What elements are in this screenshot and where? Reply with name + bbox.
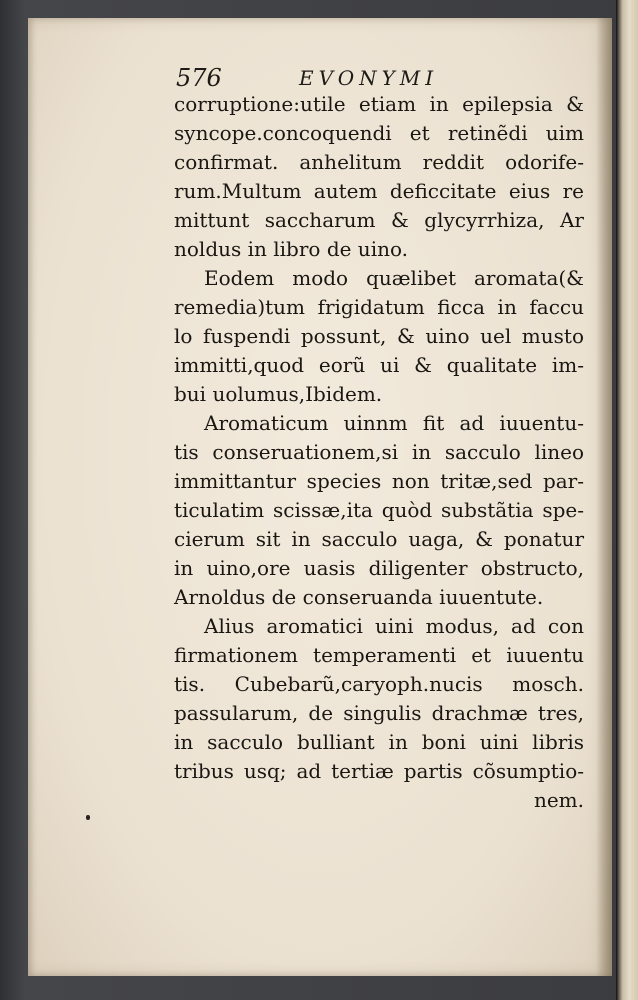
text-line: Aromaticum uinnm fit ad iuuentu- — [204, 411, 584, 435]
paragraph — [174, 90, 584, 264]
page-header — [176, 56, 596, 90]
text-line: noldus in libro de uino. — [174, 237, 409, 261]
adjacent-page-edge — [616, 0, 638, 1000]
body-text — [174, 90, 584, 815]
text-line: corruptione:utile etiam in epilepsia & — [174, 92, 584, 116]
text-line: in sacculo bulliant in boni uini libris — [174, 730, 584, 754]
text-line: Eodem modo quælibet aromata(& — [204, 266, 584, 290]
text-line: in uino,ore uasis diligenter obstructo, — [174, 556, 584, 580]
text-line: cierum sit in sacculo uaga, & ponatur — [174, 527, 584, 551]
text-line: lo fuspendi possunt, & uino uel musto — [174, 324, 584, 348]
text-line: syncope.concoquendi et retinẽdi uim — [174, 121, 584, 145]
running-head: EVONYMI — [299, 66, 439, 90]
text-line: tribus usq; ad tertiæ partis cõsumptio- — [174, 759, 584, 783]
page-gutter-shadow — [596, 18, 612, 976]
paragraph — [174, 409, 584, 612]
closing-line: nem. — [533, 788, 584, 812]
text-line: confirmat. anhelitum reddit odorife- — [174, 150, 584, 174]
text-line: passularum, de singulis drachmæ tres, — [174, 701, 584, 725]
text-line: Alius aromatici uini modus, ad con — [204, 614, 584, 638]
text-line: ticulatim scissæ,ita quòd substãtia spe- — [174, 498, 584, 522]
text-line: tis. Cubebarũ,caryoph.nucis mosch. — [174, 672, 584, 696]
paragraph — [174, 264, 584, 409]
text-line: bui uolumus,Ibidem. — [174, 382, 383, 406]
text-line: mittunt saccharum & glycyrrhiza, Ar — [174, 208, 584, 232]
text-line: firmationem temperamenti et iuuentu — [174, 643, 584, 667]
text-line: immittantur species non tritæ,sed par- — [174, 469, 584, 493]
paragraph — [174, 612, 584, 786]
text-line: immitti,quod eorũ ui & qualitate im- — [174, 353, 584, 377]
text-line: rum.Multum autem deficcitate eius re — [174, 179, 584, 203]
ink-speck — [86, 815, 90, 820]
text-line: Arnoldus de conseruanda iuuentute. — [174, 585, 544, 609]
text-line: tis conseruationem,si in sacculo lineo — [174, 440, 584, 464]
text-line: remedia)tum frigidatum ficca in faccu — [174, 295, 584, 319]
page-number: 576 — [176, 64, 222, 92]
